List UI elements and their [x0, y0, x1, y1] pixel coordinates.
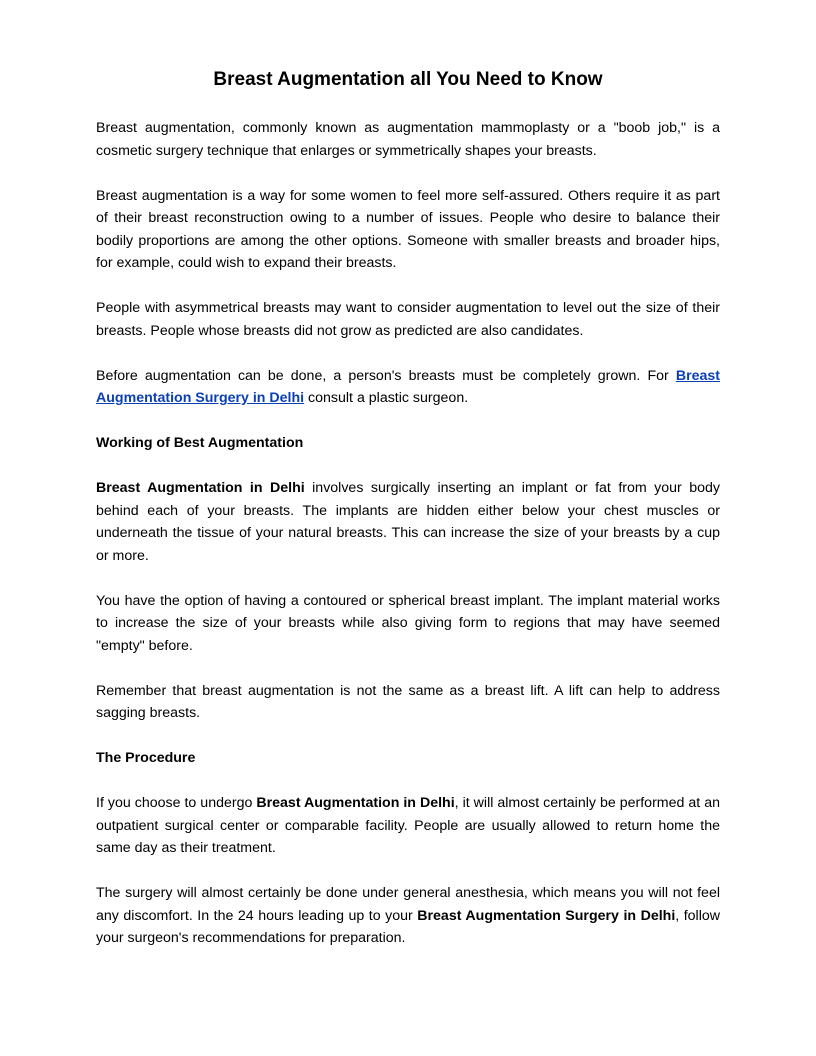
growth-text-after: consult a plastic surgeon. [304, 390, 469, 406]
working-paragraph [96, 477, 720, 567]
anesthesia-bold-term: Breast Augmentation Surgery in Delhi [417, 907, 676, 924]
outpatient-paragraph [96, 792, 720, 860]
candidates-paragraph: People with asymmetrical breasts may want to consider augmentation to level out the size of their breasts. People whose breasts did not grow as predicted are also candidates. [96, 300, 720, 339]
implant-shape-paragraph: You have the option of having a contoured or spherical breast implant. The implant material works to increase the size of your breasts while also giving form to regions that may have seemed "empty" before. [96, 592, 720, 654]
anesthesia-text-after: , follow your surgeon's recommendations for preparation. [96, 907, 721, 946]
procedure-heading: The Procedure [96, 750, 196, 766]
anesthesia-text-before: The surgery will almost certainly be done under general anesthesia, which means you will not feel any discomfort. In the 24 hours leading up to your [96, 885, 720, 924]
reasons-paragraph: Breast augmentation is a way for some women to feel more self-assured. Others require it as part of their breast reconstruction owing to a number of issues. People who desire to balance their bodily proportions are among the other options. Someone with smaller breasts and broader hips, for example, could wish to expand their breasts. [96, 187, 720, 271]
working-bold-term: Breast Augmentation in Delhi [96, 480, 305, 496]
page-title: Breast Augmentation all You Need to Know [213, 69, 603, 90]
breast-augmentation-surgery-link[interactable]: Breast Augmentation Surgery in Delhi [96, 367, 720, 406]
outpatient-text-before: If you choose to undergo [96, 795, 257, 811]
outpatient-text-after: , it will almost certainly be performed at an outpatient surgical center or comparable facility. People are usually allowed to return home the same day as their treatment. [96, 795, 720, 856]
anesthesia-paragraph [96, 882, 720, 950]
growth-paragraph [96, 365, 720, 410]
outpatient-bold-term: Breast Augmentation in Delhi [256, 795, 455, 811]
intro-paragraph: Breast augmentation, commonly known as augmentation mammoplasty or a "boob job," is a cosmetic surgery technique that enlarges or symmetrically shapes your breasts. [96, 120, 720, 159]
breast-lift-paragraph: Remember that breast augmentation is not the same as a breast lift. A lift can help to address sagging breasts. [96, 682, 720, 721]
article-body [96, 117, 720, 972]
growth-text-before: Before augmentation can be done, a person's breasts must be completely grown. For [96, 367, 676, 384]
working-text: involves surgically inserting an implant or fat from your body behind each of your breasts. The implants are hidden either below your chest muscles or underneath the tissue of your natural breasts. This can increase the size of your breasts by a cup or more. [96, 480, 720, 564]
working-heading: Working of Best Augmentation [96, 435, 304, 451]
